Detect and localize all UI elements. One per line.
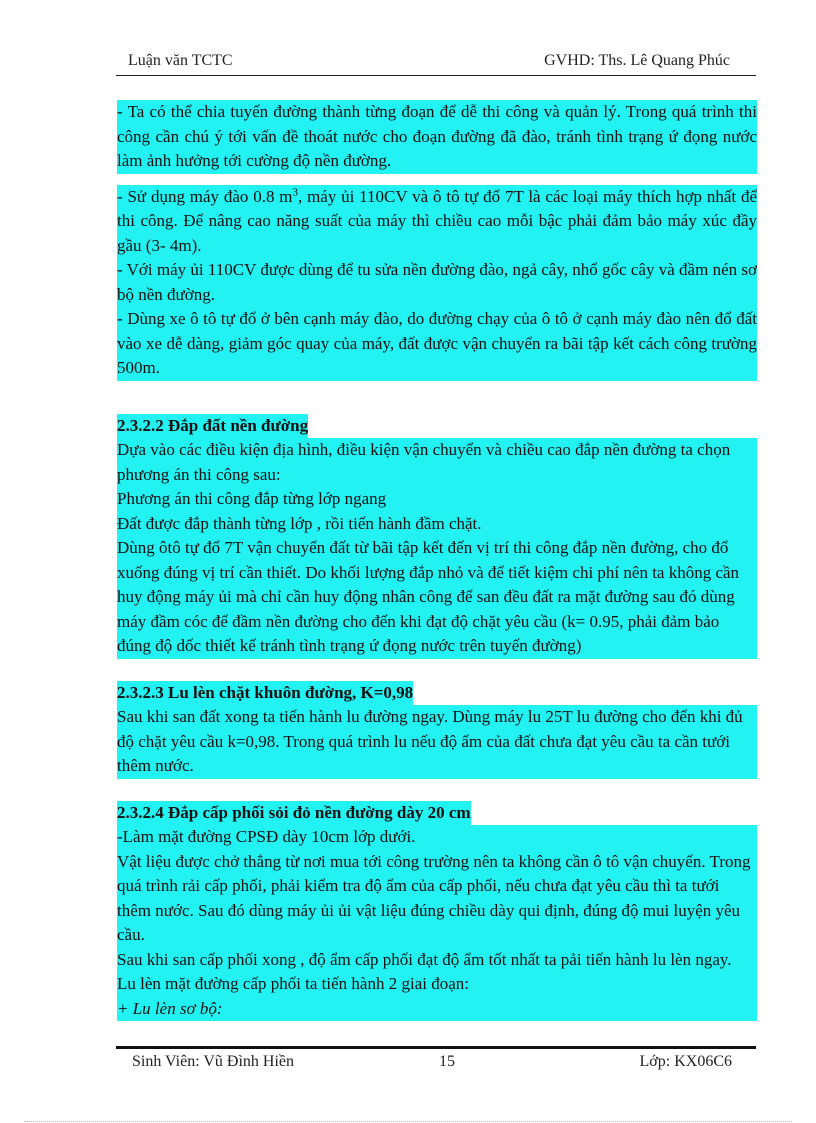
intro-paragraph-3: - Với máy ủi 110CV được dùng để tu sửa nền đường đào, ngả cây, nhổ gốc cây và đầm nén sơ bộ nền đường. [117, 258, 757, 307]
s2-paragraph-3: Đất được đắp thành từng lớp , rồi tiến hành đầm chặt. [117, 512, 757, 537]
intro-paragraph-4: - Dùng xe ô tô tự đổ ở bên cạnh máy đào, do đường chạy của ô tô ở cạnh máy đào nên đổ đất vào xe dễ dàng, giảm góc quay của máy, đất được vận chuyển ra bãi tập kết cách công trường 500m. [117, 307, 757, 381]
page-number: 15 [439, 1053, 455, 1070]
footer-rule [116, 1046, 756, 1049]
page-edge-divider [24, 1121, 792, 1122]
header-rule [116, 75, 756, 76]
s4-paragraph-2: Vật liệu được chở thẳng từ nơi mua tới công trường nên ta không cần ô tô vận chuyển. Trong quá trình rải cấp phối, phải kiểm tra độ ẩm của cấp phối, nếu chưa đạt yêu cầu thì ta tưới thêm nước. Sau đó dùng máy ủi ủi vật liệu đúng chiều dày qui định, đúng độ mui luyện yêu cầu. [117, 850, 757, 948]
s3-paragraph-1: Sau khi san đất xong ta tiến hành lu đường ngay. Dùng máy lu 25T lu đường cho đến khi đủ độ chặt yêu cầu k=0,98. Trong quá trình lu nếu độ ẩm của đất chưa đạt yêu cầu ta cần tưới thêm nước. [117, 705, 757, 779]
s4-paragraph-4: Lu lèn mặt đường cấp phối ta tiến hành 2 giai đoạn: [117, 972, 757, 997]
spacer [117, 659, 757, 681]
intro-paragraph-1: - Ta có thể chia tuyến đường thành từng đoạn để dễ thi công và quản lý. Trong quá trình thi công cần chú ý tới vấn đề thoát nước cho đoạn đường đã đào, tránh tình trạng ứ đọng nước làm ảnh hưởng tới cường độ nền đường. [117, 100, 757, 174]
s4-paragraph-3: Sau khi san cấp phối xong , độ ẩm cấp phối đạt độ ẩm tốt nhất ta pải tiến hành lu lèn ngay. [117, 948, 757, 973]
s4-paragraph-1: -Làm mặt đường CPSĐ dày 10cm lớp dưới. [117, 825, 757, 850]
header-supervisor: GVHD: Ths. Lê Quang Phúc [544, 52, 730, 69]
s2-paragraph-4: Dùng ôtô tự đổ 7T vận chuyển đất từ bãi tập kết đến vị trí thi công đắp nền đường, cho đổ xuống đúng vị trí cần thiết. Do khối lượng đắp nhỏ và để tiết kiệm chi phí nên ta không cần huy động máy ủi mà chỉ cần huy động nhân công để san đều đất ra mặt đường sau đó dùng máy đầm cóc để đầm nền đường cho đến khi đạt độ chặt yêu cầu (k= 0.95, phải đảm bảo đúng độ dốc thiết kế tránh tình trạng ứ đọng nước trên tuyến đường) [117, 536, 757, 659]
page-header [116, 52, 756, 74]
section-heading: 2.3.2.3 Lu lèn chặt khuôn đường, K=0,98 [117, 681, 413, 706]
spacer [117, 779, 757, 801]
section-heading: 2.3.2.2 Đắp đất nền đường [117, 414, 308, 439]
intro-paragraph-2 [117, 185, 757, 259]
footer-student: Sinh Viên: Vũ Đình Hiền [132, 1053, 295, 1070]
intro-p2-end: , máy ủi 110CV và ô tô tự đổ 7T là các loại máy thích hợp nhất để thi công. Để nâng cao năng suất của máy thì chiều cao mỗi bậc phải đảm bảo máy xúc đầy gầu (3- 4m). [117, 186, 757, 255]
intro-block-1 [117, 100, 757, 174]
s2-paragraph-1: Dựa vào các điều kiện địa hình, điều kiện vận chuyển và chiều cao đắp nền đường ta chọn phương án thi công sau: [117, 438, 757, 487]
section-2-3-2-4 [117, 801, 757, 1022]
section-2-3-2-2 [117, 414, 757, 659]
intro-block-2 [117, 185, 757, 381]
spacer [117, 392, 757, 414]
unit-superscript: 3 [292, 185, 298, 198]
section-2-3-2-3 [117, 681, 757, 779]
intro-p2-start: - Sử dụng máy đào 0.8 m [117, 186, 293, 206]
section-heading: 2.3.2.4 Đắp cấp phối sỏi đỏ nền đường dày 20 cm [117, 801, 471, 826]
s2-paragraph-2: Phương án thi công đắp từng lớp ngang [117, 487, 757, 512]
header-left-title: Luận văn TCTC [128, 52, 233, 69]
footer-class: Lớp: KX06C6 [639, 1053, 732, 1070]
page-footer [116, 1053, 756, 1075]
s4-paragraph-5: + Lu lèn sơ bộ: [117, 997, 757, 1022]
document-body [117, 100, 757, 1021]
